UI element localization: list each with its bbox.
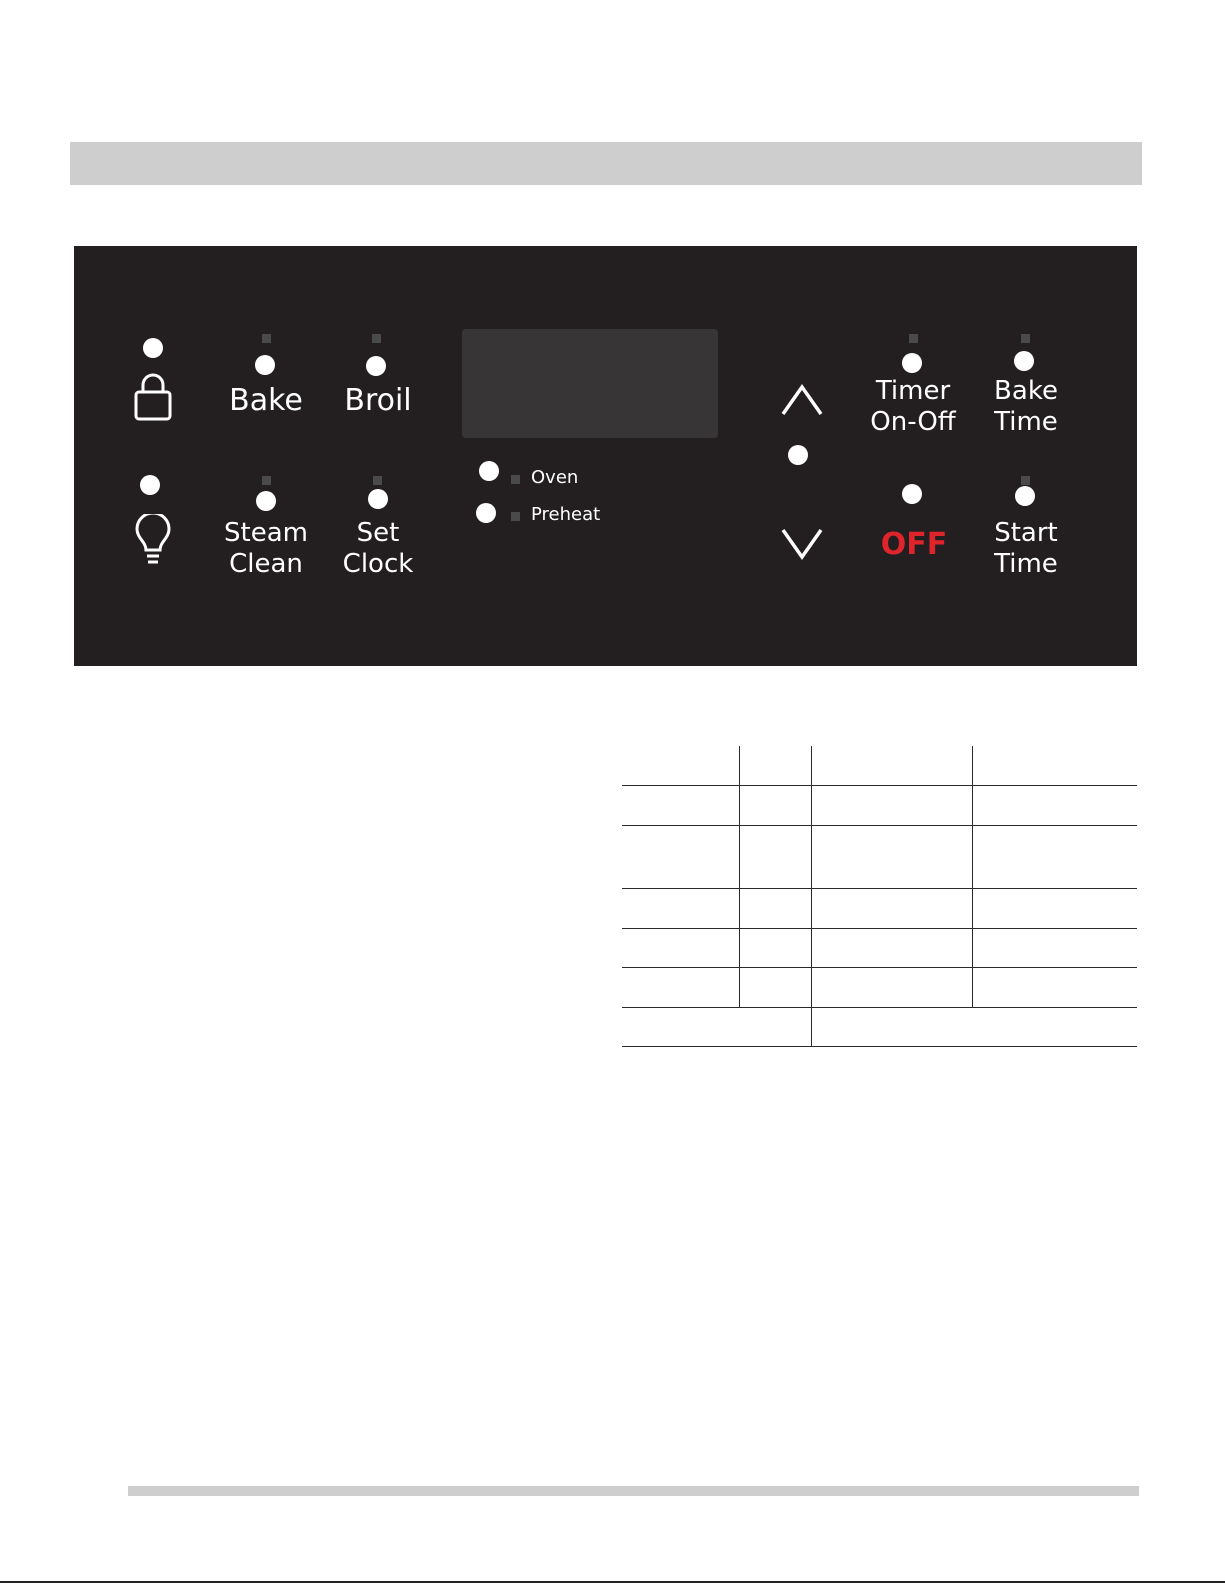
timer-on-off-button[interactable] — [860, 376, 966, 438]
broil-indicator — [372, 334, 381, 343]
page-bottom-rule — [0, 1581, 1225, 1583]
start-time-label-line1: Start — [994, 518, 1058, 548]
settings-table — [622, 746, 1137, 1048]
timer-label-line2: On-Off — [870, 407, 956, 437]
table-rule — [622, 1007, 1137, 1008]
lock-indicator-light — [143, 338, 163, 358]
set-clock-indicator — [373, 476, 382, 485]
light-indicator-light — [140, 475, 160, 495]
preheat-status-dot — [476, 503, 496, 523]
bake-time-label-line1: Bake — [994, 376, 1058, 406]
footer-bar — [128, 1486, 1139, 1496]
steam-clean-label-line2: Clean — [229, 549, 303, 579]
steam-clean-indicator — [262, 476, 271, 485]
preheat-indicator — [511, 512, 520, 521]
oven-status-dot — [479, 461, 499, 481]
bake-time-indicator — [1021, 334, 1030, 343]
bake-button[interactable]: Bake — [229, 383, 303, 418]
broil-button-dot[interactable] — [366, 356, 386, 376]
table-column-divider — [972, 746, 973, 1007]
bake-time-button[interactable] — [974, 376, 1078, 438]
preheat-status-label: Preheat — [531, 504, 601, 525]
start-time-label-line2: Time — [994, 549, 1058, 579]
table-rule — [622, 1046, 1137, 1047]
table-rule — [622, 928, 1137, 929]
section-header-bar — [70, 142, 1142, 185]
start-time-button[interactable] — [974, 518, 1078, 580]
chevron-up-icon[interactable] — [780, 383, 824, 417]
bake-button-dot[interactable] — [255, 355, 275, 375]
off-button-dot[interactable] — [902, 484, 922, 504]
chevron-down-icon[interactable] — [780, 527, 824, 561]
bake-indicator — [262, 334, 271, 343]
steam-clean-label-line1: Steam — [224, 518, 308, 548]
set-clock-label-line1: Set — [356, 518, 400, 548]
light-bulb-icon[interactable] — [133, 514, 173, 570]
off-button[interactable]: OFF — [880, 527, 948, 562]
start-time-button-dot[interactable] — [1015, 486, 1035, 506]
arrow-pad-dot — [788, 445, 808, 465]
table-rule — [622, 785, 1137, 786]
timer-indicator — [909, 334, 918, 343]
table-column-divider — [739, 746, 740, 1007]
broil-button[interactable]: Broil — [344, 383, 412, 418]
timer-label-line1: Timer — [875, 376, 951, 406]
table-rule — [622, 888, 1137, 889]
steam-clean-button[interactable] — [216, 518, 316, 580]
oven-control-panel — [74, 246, 1137, 666]
digital-display — [462, 329, 718, 438]
lock-icon[interactable] — [133, 372, 173, 422]
table-rule — [622, 967, 1137, 968]
oven-indicator — [511, 475, 520, 484]
table-column-divider — [811, 746, 812, 1047]
bake-time-label-line2: Time — [994, 407, 1058, 437]
set-clock-button[interactable] — [328, 518, 428, 580]
oven-status-label: Oven — [531, 467, 579, 488]
steam-clean-button-dot[interactable] — [256, 491, 276, 511]
table-rule — [622, 825, 1137, 826]
set-clock-button-dot[interactable] — [368, 489, 388, 509]
timer-button-dot[interactable] — [902, 353, 922, 373]
bake-time-button-dot[interactable] — [1014, 351, 1034, 371]
start-time-indicator — [1021, 476, 1030, 485]
set-clock-label-line2: Clock — [342, 549, 414, 579]
